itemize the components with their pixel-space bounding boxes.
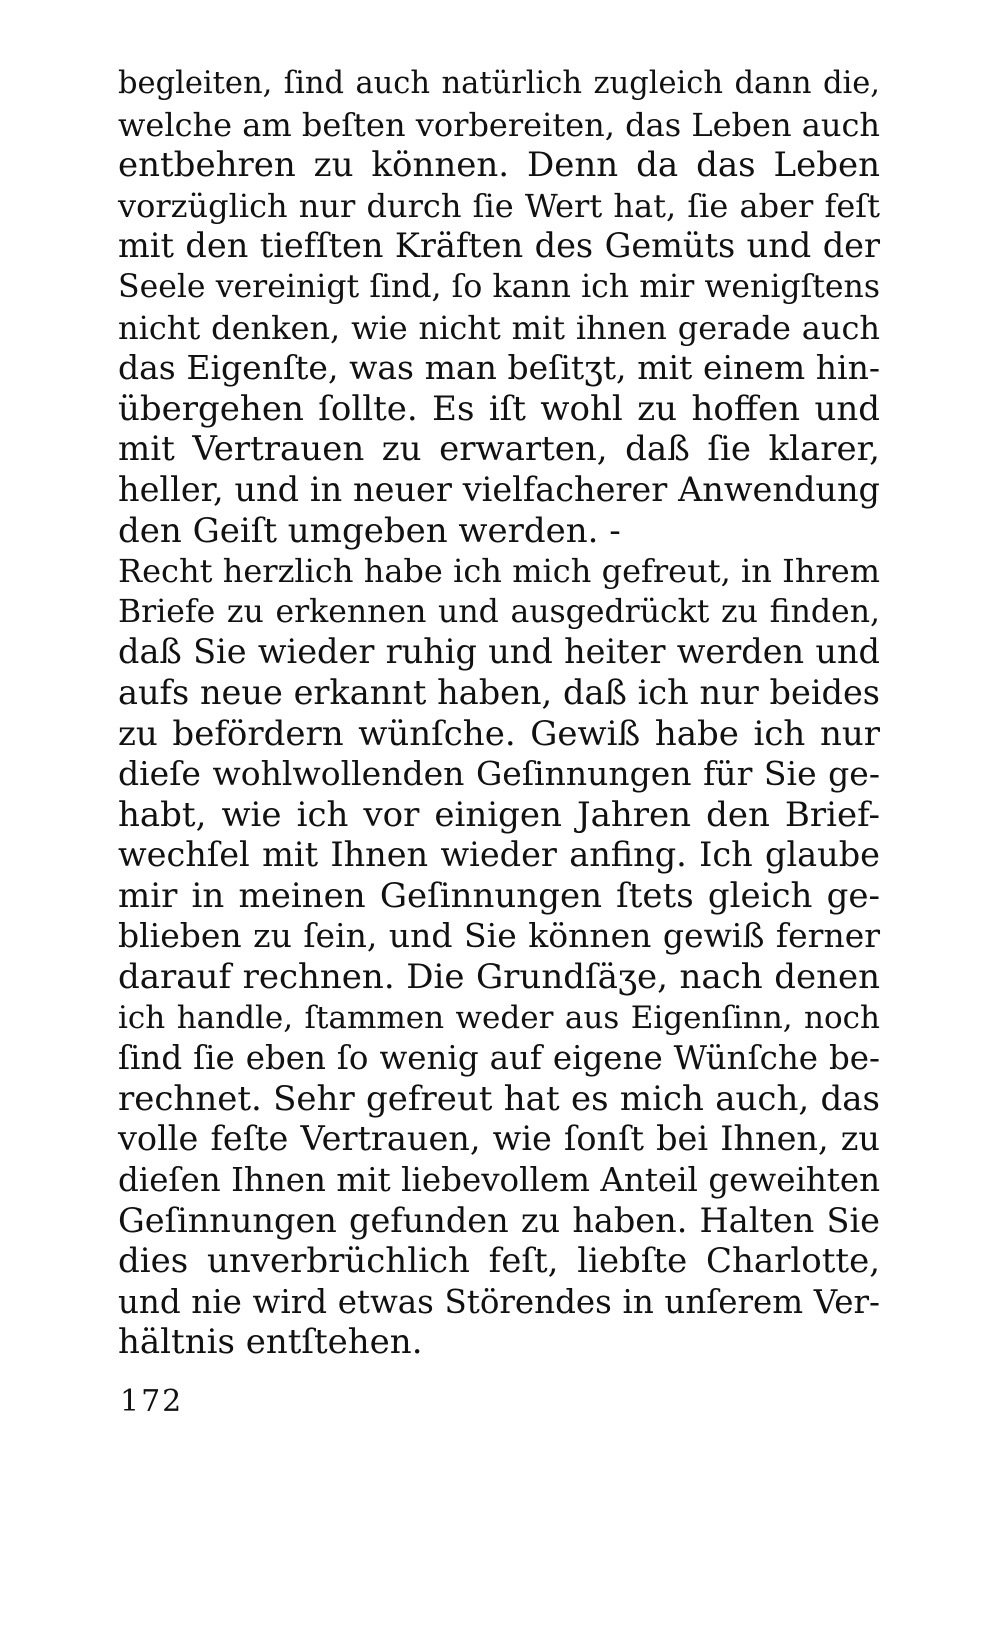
text-line: ſind ſie eben ſo wenig auf eigene Wünſche be- — [118, 1039, 880, 1078]
text-line: Briefe zu erkennen und ausgedrückt zu finden, — [118, 593, 880, 630]
text-line: mit den tiefſten Kräften des Gemüts und der — [118, 226, 880, 266]
page-number: 172 — [120, 1384, 184, 1419]
text-line: dieſe wohlwollenden Geſinnungen für Sie ge- — [118, 754, 880, 794]
text-line: mit Vertrauen zu erwarten, daß ſie klarer, — [118, 429, 880, 470]
text-line: ich handle, ſtammen weder aus Eigenſinn, noch — [118, 999, 880, 1036]
text-line: mir in meinen Geſinnungen ſtets gleich ge- — [118, 875, 880, 916]
text-line: entbehren zu können. Denn da das Leben — [118, 145, 880, 186]
text-line: vorzüglich nur durch ſie Wert hat, ſie aber feſt — [118, 186, 880, 225]
letter-body-text — [118, 64, 880, 1363]
text-line: heller, und in neuer vielfacherer Anwendung — [118, 469, 880, 509]
text-line: und nie wird etwas Störendes in unſerem Ver- — [118, 1282, 880, 1321]
text-line: nicht denken, wie nicht mit ihnen gerade auch — [118, 308, 880, 347]
text-line: darauf rechnen. Die Grundſäʒe, nach denen — [118, 957, 880, 998]
text-line: aufs neue erkannt haben, daß ich nur beides — [118, 672, 880, 712]
text-line: übergehen ſollte. Es iſt wohl zu hoffen und — [118, 388, 880, 429]
text-line: volle feſte Vertrauen, wie ſonſt bei Ihnen, zu — [118, 1119, 880, 1159]
text-line: blieben zu ſein, und Sie können gewiß ferner — [118, 916, 880, 956]
text-line: welche am beſten vorbereiten, das Leben auch — [118, 105, 880, 144]
text-line: Recht herzlich habe ich mich gefreut, in Ihrem — [118, 552, 880, 591]
text-line: den Geiſt umgeben werden. - — [118, 510, 621, 551]
text-line: habt, wie ich vor einigen Jahren den Brief- — [118, 794, 880, 835]
text-line: Seele vereinigt ſind, ſo kann ich mir wenigſtens — [118, 268, 880, 305]
text-line: Geſinnungen gefunden zu haben. Halten Sie — [118, 1200, 880, 1240]
text-line: dieſen Ihnen mit liebevollem Anteil geweihten — [118, 1161, 880, 1200]
text-line: wechſel mit Ihnen wieder anfing. Ich glaube — [118, 835, 880, 875]
text-line: das Eigenſte, was man beſitʒt, mit einem hin- — [118, 348, 880, 388]
text-line: daß Sie wieder ruhig und heiter werden und — [118, 632, 880, 672]
text-line: dies unverbrüchlich feſt, liebſte Charlotte, — [118, 1241, 880, 1282]
text-line: begleiten, ſind auch natürlich zugleich dann die, — [118, 66, 880, 101]
text-line: rechnet. Sehr gefreut hat es mich auch, das — [118, 1078, 880, 1119]
text-line: hältnis entſtehen. — [118, 1322, 423, 1363]
text-line: zu befördern wünſche. Gewiß habe ich nur — [118, 713, 880, 754]
